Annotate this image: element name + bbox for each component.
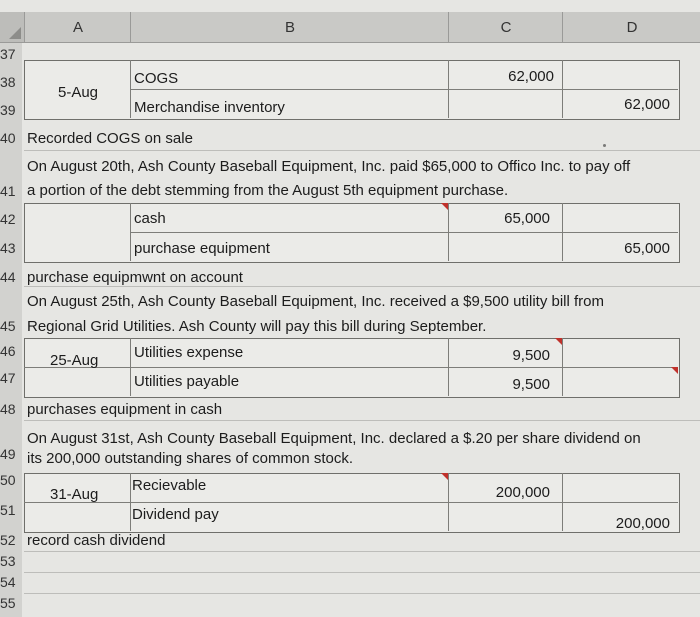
stray-mark	[603, 144, 606, 147]
entry-description-line2[interactable]: a portion of the debt stemming from the August 5th equipment purchase.	[27, 182, 509, 199]
row-number[interactable]: 41	[0, 183, 16, 199]
row-number[interactable]: 37	[0, 46, 16, 62]
debit-account[interactable]: COGS	[134, 70, 179, 87]
row-number[interactable]: 51	[0, 502, 16, 518]
entry-date[interactable]: 31-Aug	[50, 486, 99, 503]
row-number[interactable]: 42	[0, 211, 16, 227]
comment-indicator-icon[interactable]	[671, 367, 678, 374]
comment-indicator-icon[interactable]	[441, 473, 448, 480]
credit-account[interactable]: Dividend pay	[132, 506, 219, 523]
credit-amount[interactable]: 9,500	[512, 376, 550, 393]
row-number[interactable]: 40	[0, 130, 16, 146]
credit-account[interactable]: Utilities payable	[134, 373, 240, 390]
row-number[interactable]: 49	[0, 446, 16, 462]
row-number[interactable]: 54	[0, 574, 16, 590]
entry-description-line1[interactable]: On August 25th, Ash County Baseball Equipment, Inc. received a $9,500 utility bill from	[27, 293, 604, 310]
column-header-b[interactable]: B	[130, 12, 449, 42]
entry-note[interactable]: Recorded COGS on sale	[27, 130, 193, 147]
credit-account[interactable]: Merchandise inventory	[134, 99, 285, 116]
entry-note[interactable]: purchases equipment in cash	[27, 401, 223, 418]
row-number[interactable]: 55	[0, 595, 16, 611]
entry-description-line2[interactable]: Regional Grid Utilities. Ash County will pay this bill during September.	[27, 318, 487, 335]
column-header-d[interactable]: D	[562, 12, 700, 42]
entry-description-line1[interactable]: On August 31st, Ash County Baseball Equipment, Inc. declared a $.20 per share dividend on	[27, 430, 641, 447]
entry-note[interactable]: purchase equipmwnt on account	[27, 269, 243, 286]
row-number[interactable]: 44	[0, 269, 16, 285]
select-all-corner[interactable]	[0, 12, 24, 42]
comment-indicator-icon[interactable]	[441, 203, 448, 210]
column-header-c[interactable]: C	[448, 12, 563, 42]
row-number[interactable]: 50	[0, 472, 16, 488]
debit-amount[interactable]: 9,500	[512, 347, 550, 364]
debit-amount[interactable]: 200,000	[495, 484, 550, 501]
credit-amount[interactable]: 200,000	[615, 515, 670, 532]
row-number[interactable]: 48	[0, 401, 16, 417]
row-number[interactable]: 53	[0, 553, 16, 569]
debit-account[interactable]: Recievable	[132, 477, 207, 494]
entry-date[interactable]: 5-Aug	[58, 84, 99, 101]
debit-account[interactable]: Utilities expense	[134, 344, 244, 361]
entry-date[interactable]: 25-Aug	[50, 352, 99, 369]
row-number[interactable]: 52	[0, 532, 16, 548]
comment-indicator-icon[interactable]	[555, 338, 562, 345]
column-header-a[interactable]: A	[24, 12, 131, 42]
entry-description-line1[interactable]: On August 20th, Ash County Baseball Equipment, Inc. paid $65,000 to Offico Inc. to pay off	[27, 158, 631, 175]
column-header-bar	[0, 12, 700, 43]
debit-account[interactable]: cash	[134, 210, 166, 227]
entry-description-line2[interactable]: its 200,000 outstanding shares of common stock.	[27, 450, 354, 467]
credit-account[interactable]: purchase equipment	[134, 240, 270, 257]
debit-amount[interactable]: 62,000	[508, 68, 554, 85]
row-number[interactable]: 38	[0, 74, 16, 90]
row-number[interactable]: 43	[0, 240, 16, 256]
credit-amount[interactable]: 65,000	[624, 240, 670, 257]
entry-note[interactable]: record cash dividend	[27, 532, 166, 549]
journal-entry-box	[24, 338, 680, 398]
row-number[interactable]: 47	[0, 370, 16, 386]
row-number[interactable]: 45	[0, 318, 16, 334]
credit-amount[interactable]: 62,000	[624, 96, 670, 113]
debit-amount[interactable]: 65,000	[504, 210, 550, 227]
row-number[interactable]: 39	[0, 102, 16, 118]
row-number[interactable]: 46	[0, 343, 16, 359]
